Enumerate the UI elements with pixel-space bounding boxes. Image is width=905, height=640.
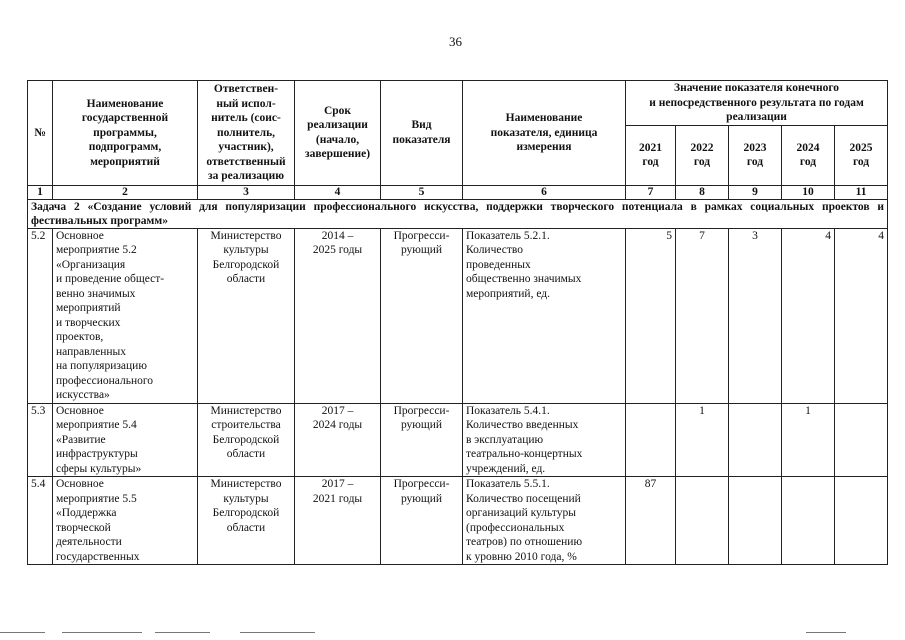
row-value-2024: 4: [782, 228, 835, 403]
row-no: 5.3: [28, 403, 53, 477]
row-value-2023: 3: [729, 228, 782, 403]
column-number: 5: [381, 185, 463, 199]
column-number: 1: [28, 185, 53, 199]
column-number: 6: [463, 185, 626, 199]
header-name: Наименование государственной программы, подпрограмм, мероприятий: [53, 81, 198, 186]
row-no: 5.4: [28, 477, 53, 565]
scan-line: [240, 632, 315, 633]
row-name: Основное мероприятие 5.4 «Развитие инфраструктуры сферы культуры»: [53, 403, 198, 477]
row-value-2022: [676, 477, 729, 565]
table-row: [28, 477, 888, 565]
row-responsible: Министерство культуры Белгородской области: [198, 477, 295, 565]
row-indicator: Показатель 5.4.1. Количество введенных в эксплуатацию театрально-концертных учреждений, ед.: [463, 403, 626, 477]
row-type: Прогресси- рующий: [381, 477, 463, 565]
row-value-2023: [729, 477, 782, 565]
row-value-2023: [729, 403, 782, 477]
task-title: Задача 2 «Создание условий для популяризации профессионального искусства, поддержки творческого потенциала в рамках социальных проектов и фестивальных программ»: [28, 199, 888, 228]
header-no: №: [28, 81, 53, 186]
scan-line: [155, 632, 210, 633]
row-name: Основное мероприятие 5.5 «Поддержка творческой деятельности государственных: [53, 477, 198, 565]
row-type: Прогресси- рующий: [381, 403, 463, 477]
row-value-2021: 5: [626, 228, 676, 403]
task-row: [28, 199, 888, 228]
table-row: [28, 228, 888, 403]
column-number: 7: [626, 185, 676, 199]
row-value-2022: 1: [676, 403, 729, 477]
row-responsible: Министерство культуры Белгородской области: [198, 228, 295, 403]
row-no: 5.2: [28, 228, 53, 403]
row-value-2022: 7: [676, 228, 729, 403]
header-type: Вид показателя: [381, 81, 463, 186]
header-year-2025: 2025 год: [835, 125, 888, 185]
scan-artifact-lines: [0, 632, 905, 635]
table-row: [28, 403, 888, 477]
row-indicator: Показатель 5.5.1. Количество посещений организаций культуры (профессиональных театров) по отношению к уровню 2010 года, %: [463, 477, 626, 565]
row-indicator: Показатель 5.2.1. Количество проведенных общественно значимых мероприятий, ед.: [463, 228, 626, 403]
column-number: 8: [676, 185, 729, 199]
row-value-2024: [782, 477, 835, 565]
row-value-2024: 1: [782, 403, 835, 477]
header-period: Срок реализации (начало, завершение): [295, 81, 381, 186]
header-responsible: Ответствен- ный испол- нитель (соис- полнитель, участник), ответственный за реализацию: [198, 81, 295, 186]
row-value-2025: 4: [835, 228, 888, 403]
row-period: 2017 – 2021 годы: [295, 477, 381, 565]
header-indicator: Наименование показателя, единица измерения: [463, 81, 626, 186]
row-value-2025: [835, 403, 888, 477]
scan-line: [0, 632, 45, 633]
page-number: 36: [449, 34, 462, 49]
row-period: 2014 – 2025 годы: [295, 228, 381, 403]
column-number: 10: [782, 185, 835, 199]
column-number: 4: [295, 185, 381, 199]
header-year-2024: 2024 год: [782, 125, 835, 185]
row-value-2021: 87: [626, 477, 676, 565]
row-type: Прогресси- рующий: [381, 228, 463, 403]
row-name: Основное мероприятие 5.2 «Организация и проведение общест- венно значимых мероприятий и творческих проектов, направленных на популяризацию профессионального искусства»: [53, 228, 198, 403]
indicators-table: [27, 80, 888, 565]
column-number: 3: [198, 185, 295, 199]
row-period: 2017 – 2024 годы: [295, 403, 381, 477]
scan-line: [806, 632, 846, 633]
header-values-group: Значение показателя конечного и непосредственного результата по годам реализации: [626, 81, 888, 126]
column-number: 9: [729, 185, 782, 199]
header-year-2022: 2022 год: [676, 125, 729, 185]
column-number: 11: [835, 185, 888, 199]
row-value-2021: [626, 403, 676, 477]
column-numbers-row: [28, 185, 888, 199]
row-value-2025: [835, 477, 888, 565]
header-year-2021: 2021 год: [626, 125, 676, 185]
row-responsible: Министерство строительства Белгородской области: [198, 403, 295, 477]
header-year-2023: 2023 год: [729, 125, 782, 185]
column-number: 2: [53, 185, 198, 199]
scan-line: [62, 632, 142, 633]
